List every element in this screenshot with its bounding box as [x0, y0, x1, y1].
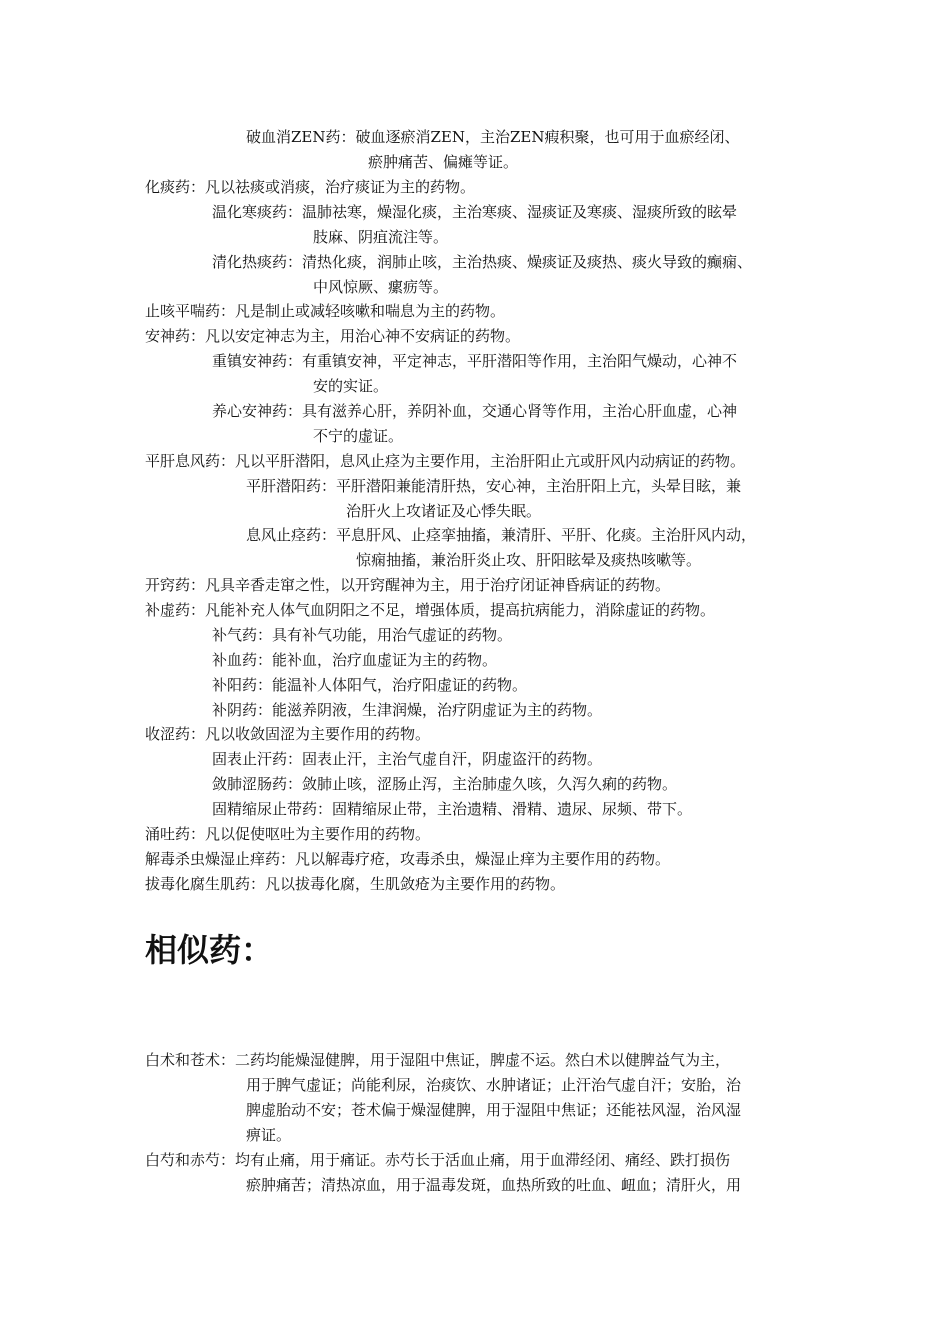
text-line: 补虚药：凡能补充人体气血阴阳之不足，增强体质，提高抗病能力，消除虚证的药物。 [145, 601, 716, 619]
text-line: 不宁的虚证。 [313, 427, 404, 445]
text-line: 止咳平喘药：凡是制止或减轻咳嗽和喘息为主的药物。 [145, 302, 506, 320]
text-line: 白术和苍术：二药均能燥湿健脾，用于湿阻中焦证，脾虚不运。然白术以健脾益气为主， [145, 1051, 731, 1069]
text-line: 补血药：能补血，治疗血虚证为主的药物。 [212, 651, 498, 669]
text-line: 安的实证。 [313, 377, 389, 395]
text-line: 开窍药：凡具辛香走窜之性，以开窍醒神为主，用于治疗闭证神昏病证的药物。 [145, 576, 671, 594]
text-line: 固表止汗药：固表止汗，主治气虚自汗，阴虚盗汗的药物。 [212, 750, 603, 768]
text-line: 补阳药：能温补人体阳气，治疗阳虚证的药物。 [212, 676, 528, 694]
text-line: 化痰药：凡以祛痰或消痰，治疗痰证为主的药物。 [145, 178, 476, 196]
text-line: 固精缩尿止带药：固精缩尿止带，主治遗精、滑精、遗尿、尿频、带下。 [212, 800, 693, 818]
text-line: 息风止痉药：平息肝风、止痉挛抽搐，兼清肝、平肝、化痰。主治肝风内动， [246, 526, 757, 544]
text-line: 平肝潜阳药：平肝潜阳兼能清肝热，安心神，主治肝阳上亢，头晕目眩，兼 [246, 477, 742, 495]
text-line: 安神药：凡以安定神志为主，用治心神不安病证的药物。 [145, 327, 521, 345]
text-line: 脾虚胎动不安；苍术偏于燥湿健脾，用于湿阻中焦证；还能祛风湿，治风湿 [246, 1101, 742, 1119]
text-line: 瘀肿痛苦；清热凉血，用于温毒发斑，血热所致的吐血、衄血；清肝火，用 [246, 1176, 742, 1194]
text-line: 肢麻、阴疽流注等。 [313, 228, 449, 246]
text-line: 治肝火上攻诸证及心悸失眠。 [346, 502, 542, 520]
text-line: 重镇安神药：有重镇安神，平定神志，平肝潜阳等作用，主治阳气燥动，心神不 [212, 352, 738, 370]
text-line: 收涩药：凡以收敛固涩为主要作用的药物。 [145, 725, 431, 743]
text-line: 中风惊厥、瘰疬等。 [313, 278, 449, 296]
text-line: 清化热痰药：清热化痰，润肺止咳，主治热痰、燥痰证及痰热、痰火导致的癫痫、 [212, 253, 753, 271]
text-line: 温化寒痰药：温肺祛寒，燥湿化痰，主治寒痰、湿痰证及寒痰、湿痰所致的眩晕 [212, 203, 738, 221]
text-line: 瘀肿痛苦、偏瘫等证。 [368, 153, 519, 171]
section-heading: 相似药： [145, 931, 274, 969]
text-line: 补气药：具有补气功能，用治气虚证的药物。 [212, 626, 513, 644]
text-line: 惊痫抽搐，兼治肝炎止攻、肝阳眩晕及痰热咳嗽等。 [356, 551, 702, 569]
text-line: 补阴药：能滋养阴液，生津润燥，治疗阴虚证为主的药物。 [212, 701, 603, 719]
text-line: 白芍和赤芍：均有止痛，用于痛证。赤芍长于活血止痛，用于血滞经闭、痛经、跌打损伤 [145, 1151, 731, 1169]
text-line: 解毒杀虫燥湿止痒药：凡以解毒疗疮，攻毒杀虫，燥湿止痒为主要作用的药物。 [145, 850, 671, 868]
text-line: 养心安神药：具有滋养心肝，养阴补血，交通心肾等作用，主治心肝血虚，心神 [212, 402, 738, 420]
text-line: 拔毒化腐生肌药：凡以拔毒化腐，生肌敛疮为主要作用的药物。 [145, 875, 566, 893]
text-line: 敛肺涩肠药：敛肺止咳，涩肠止泻，主治肺虚久咳，久泻久痢的药物。 [212, 775, 678, 793]
text-line: 用于脾气虚证；尚能利尿，治痰饮、水肿诸证；止汗治气虚自汗；安胎，治 [246, 1076, 742, 1094]
text-line: 破血消ZEN药：破血逐瘀消ZEN，主治ZEN瘕积聚，也可用于血瘀经闭、 [246, 128, 740, 146]
text-line: 痹证。 [246, 1126, 292, 1144]
text-line: 平肝息风药：凡以平肝潜阳，息风止痉为主要作用，主治肝阳止亢或肝风内动病证的药物。 [145, 452, 746, 470]
text-line: 涌吐药：凡以促使呕吐为主要作用的药物。 [145, 825, 431, 843]
